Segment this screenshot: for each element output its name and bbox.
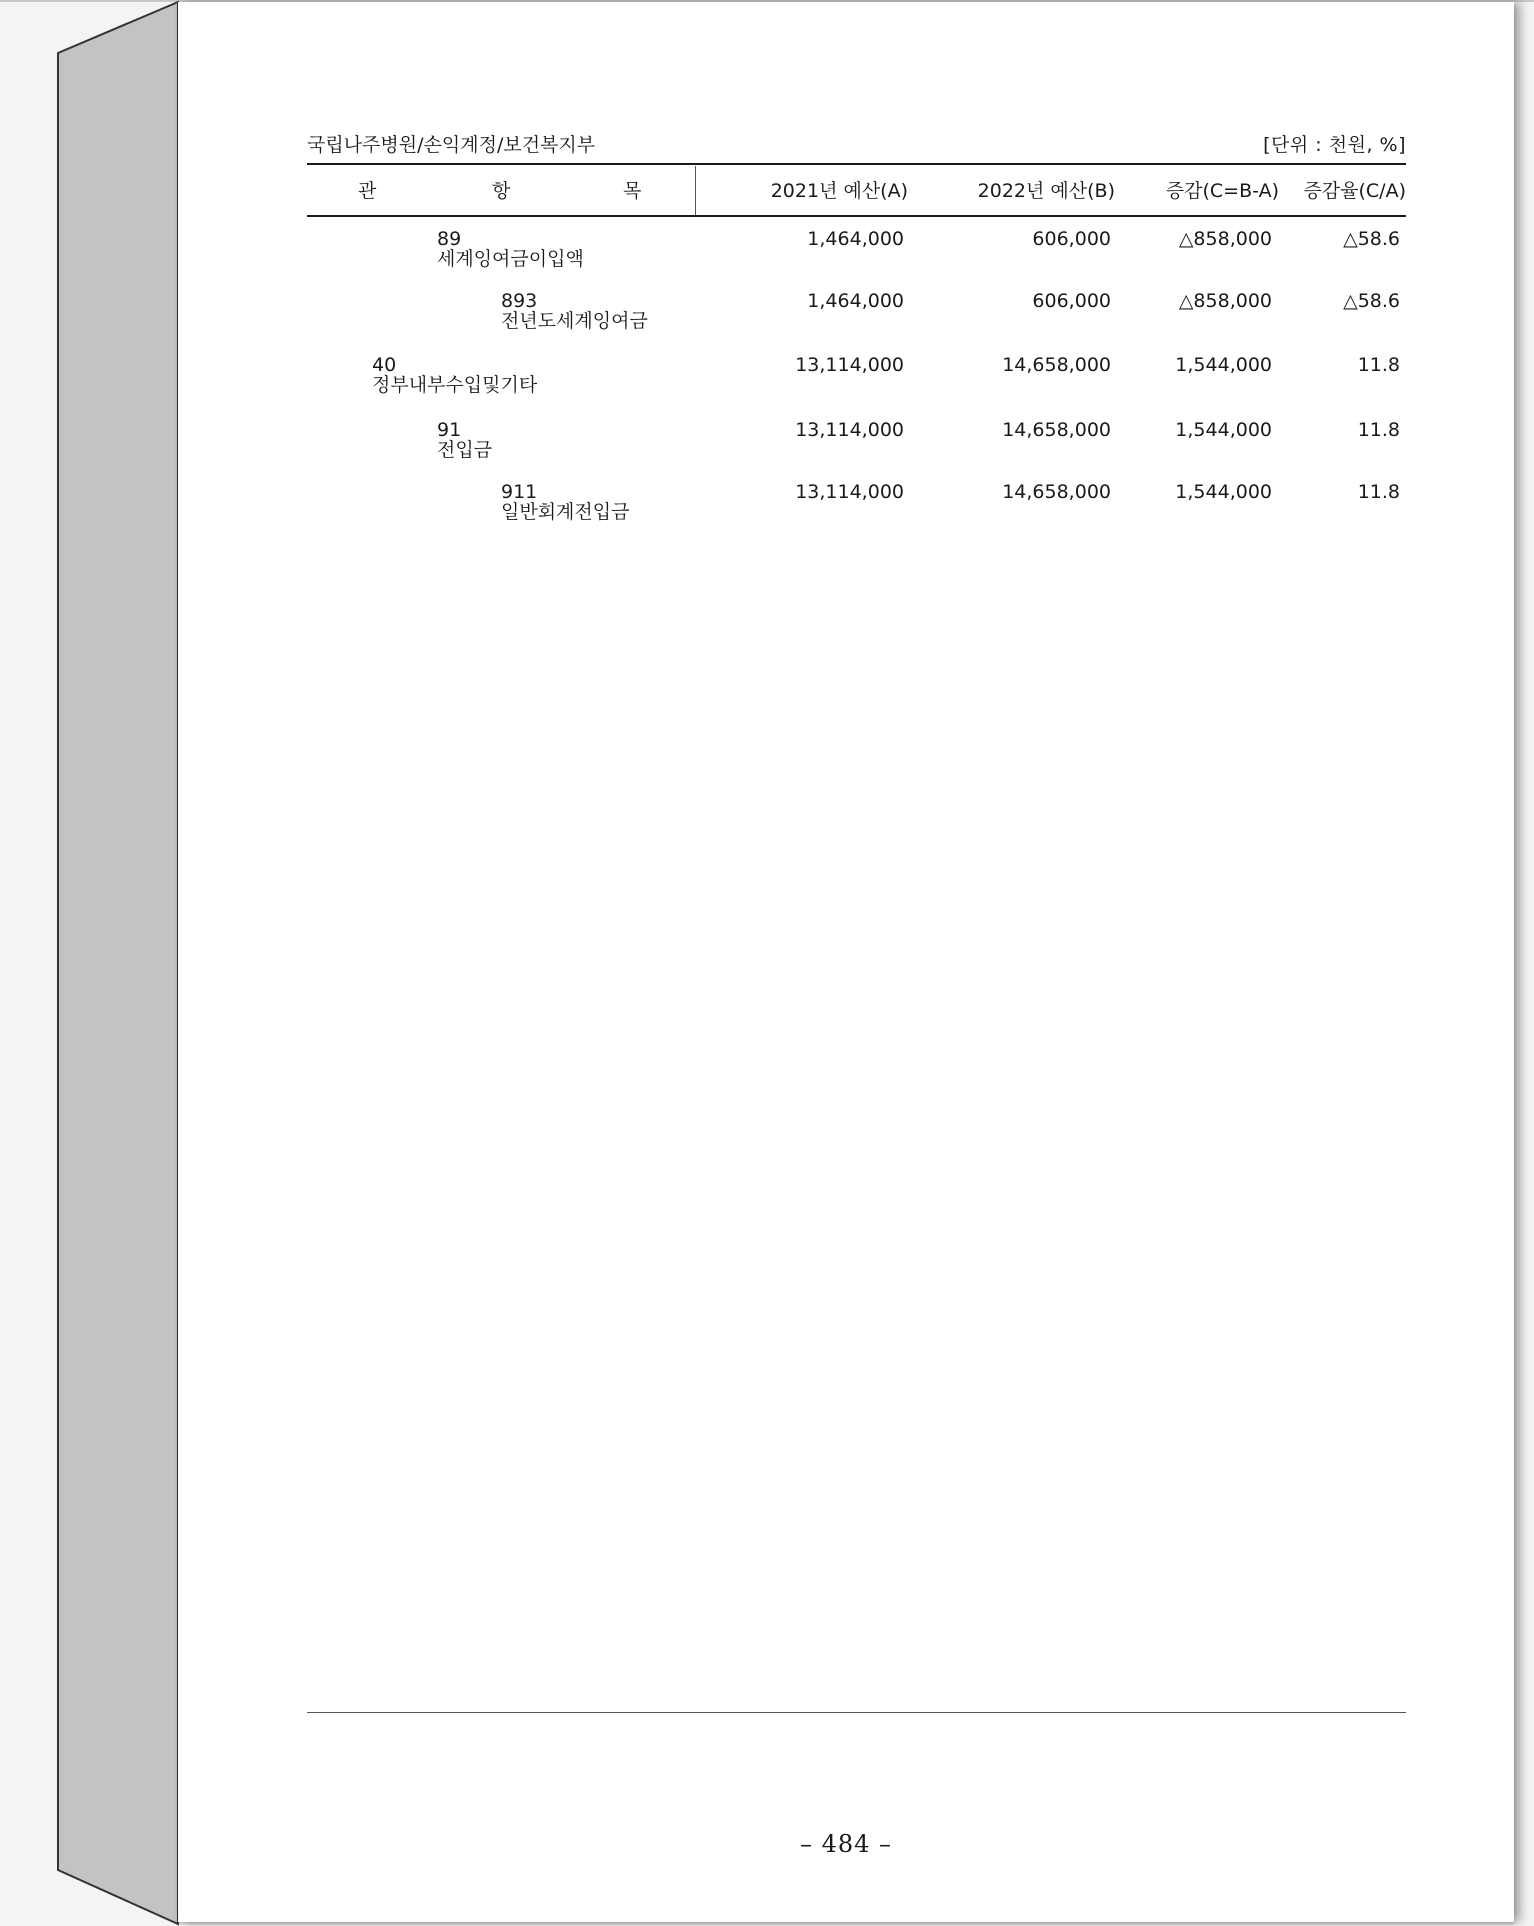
- table-header-bar: [307, 133, 1406, 157]
- row-budget-2021: 13,114,000: [795, 481, 904, 503]
- header-rate: 증감율(C/A): [1303, 180, 1406, 202]
- table-top-rule: [307, 163, 1406, 165]
- table-row: [178, 420, 1514, 472]
- table-row: [178, 355, 1514, 407]
- row-name: 일반회계전입금: [501, 501, 630, 523]
- row-budget-2021: 13,114,000: [795, 419, 904, 441]
- page-number: – 484 –: [799, 1830, 893, 1858]
- table-title: 국립나주병원/손익계정/보건복지부: [307, 134, 596, 156]
- unit-label: [단위 : 천원, %]: [1263, 134, 1406, 156]
- row-budget-2022: 14,658,000: [1002, 354, 1111, 376]
- row-budget-2021: 1,464,000: [807, 228, 904, 250]
- row-budget-2021: 1,464,000: [807, 290, 904, 312]
- header-budget-2022: 2022년 예산(B): [977, 180, 1115, 202]
- row-rate: 11.8: [1357, 481, 1400, 503]
- header-budget-2021: 2021년 예산(A): [770, 180, 908, 202]
- row-code: 40: [372, 354, 397, 376]
- row-name: 정부내부수입및기타: [372, 374, 538, 396]
- row-name: 전년도세계잉여금: [501, 310, 648, 332]
- row-name: 세계잉여금이입액: [437, 248, 584, 270]
- row-change: 1,544,000: [1175, 419, 1272, 441]
- row-budget-2022: 606,000: [1032, 228, 1111, 250]
- row-code: 91: [437, 419, 462, 441]
- header-change: 증감(C=B-A): [1165, 180, 1279, 202]
- header-hang: 항: [492, 180, 511, 202]
- row-rate: △58.6: [1343, 228, 1400, 250]
- row-budget-2022: 14,658,000: [1002, 481, 1111, 503]
- row-budget-2022: 14,658,000: [1002, 419, 1111, 441]
- row-code: 89: [437, 228, 462, 250]
- row-rate: △58.6: [1343, 290, 1400, 312]
- row-code: 911: [501, 481, 538, 503]
- header-gwan: 관: [358, 180, 377, 202]
- row-budget-2021: 13,114,000: [795, 354, 904, 376]
- table-row: [178, 291, 1514, 343]
- row-budget-2022: 606,000: [1032, 290, 1111, 312]
- table-row: [178, 482, 1514, 534]
- row-change: 1,544,000: [1175, 481, 1272, 503]
- row-change: 1,544,000: [1175, 354, 1272, 376]
- row-change: △858,000: [1178, 228, 1272, 250]
- document-page: [178, 2, 1514, 1922]
- row-code: 893: [501, 290, 538, 312]
- header-mok: 목: [623, 180, 642, 202]
- row-change: △858,000: [1178, 290, 1272, 312]
- page-footer-rule: [307, 1712, 1406, 1713]
- column-separator: [695, 166, 696, 216]
- table-header-rule: [307, 215, 1406, 217]
- row-name: 전입금: [437, 439, 493, 461]
- row-rate: 11.8: [1357, 354, 1400, 376]
- row-rate: 11.8: [1357, 419, 1400, 441]
- table-row: [178, 229, 1514, 281]
- book-spine: [0, 0, 182, 1926]
